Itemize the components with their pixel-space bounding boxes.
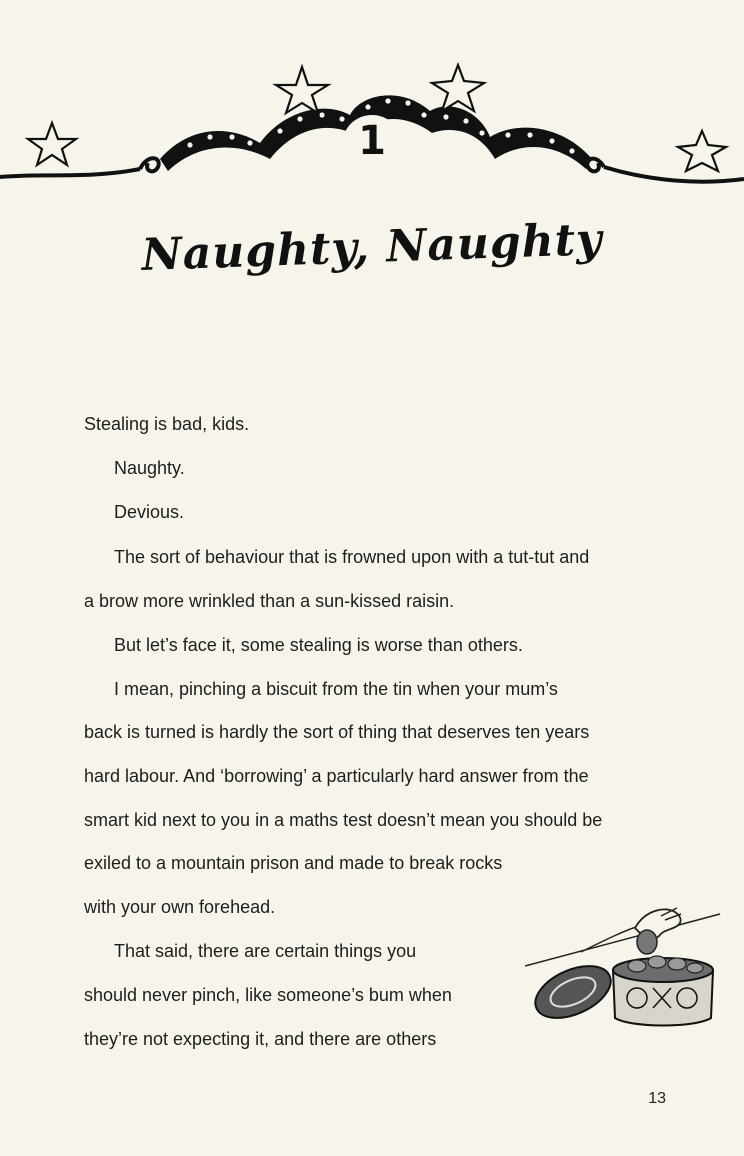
arm-line — [525, 914, 720, 966]
text-line: hard labour. And ‘borrowing’ a particularly hard answer from the — [84, 766, 589, 786]
banner-left-curl — [140, 158, 159, 171]
star-icon — [276, 67, 328, 113]
text-line: Devious. — [114, 502, 185, 522]
biscuit-icon — [637, 930, 657, 954]
star-icon — [432, 65, 484, 111]
text-line: Stealing is bad, kids. — [84, 414, 250, 434]
text-line: smart kid next to you in a maths test doesn’t mean you should be — [84, 810, 603, 830]
biscuit-tin-illustration — [525, 900, 725, 1035]
text-line: Naughty. — [114, 458, 185, 478]
chapter-number: 1 — [358, 118, 386, 164]
text-line: they’re not expecting it, and there are others — [84, 1029, 437, 1049]
star-icon — [678, 131, 726, 171]
chapter-title: Naughty, Naughty — [140, 213, 604, 282]
text-line: a brow more wrinkled than a sun-kissed raisin. — [84, 591, 455, 611]
text-line: I mean, pinching a biscuit from the tin when your mum’s — [114, 679, 558, 699]
text-line: The sort of behaviour that is frowned upon with a tut-tut and — [114, 547, 590, 567]
text-line: back is turned is hardly the sort of thing that deserves ten years — [84, 722, 590, 742]
page-number: 13 — [648, 1090, 666, 1107]
star-icon — [28, 123, 76, 165]
text-line: exiled to a mountain prison and made to break rocks — [84, 853, 503, 873]
text-line: That said, there are certain things you — [114, 941, 417, 961]
tin-lid — [528, 956, 619, 1029]
text-line: with your own forehead. — [84, 897, 276, 917]
text-line: should never pinch, like someone’s bum when — [84, 985, 452, 1005]
text-line: But let’s face it, some stealing is worse than others. — [114, 635, 523, 655]
